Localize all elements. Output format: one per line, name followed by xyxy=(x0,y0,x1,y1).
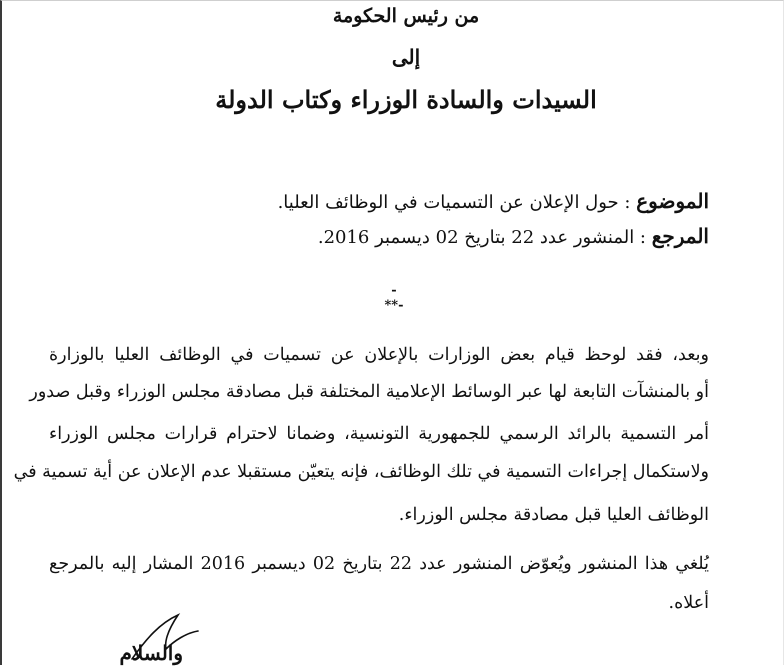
subject-text: : حول الإعلان عن التسميات في الوظائف العليا. xyxy=(277,192,631,213)
closing-salutation: والسلام xyxy=(119,641,183,665)
body-line: ولاستكمال إجراءات التسمية في تلك الوظائف، فإنه يتعيّن مستقبلا عدم الإعلان عن أية تسمية في xyxy=(13,462,709,482)
section-divider: -**- xyxy=(384,283,404,313)
sender-heading: من رئيس الحكومة xyxy=(332,5,480,27)
subject-label: الموضوع xyxy=(636,189,709,213)
reference-line xyxy=(318,224,709,248)
recipients-heading: السيدات والسادة الوزراء وكتاب الدولة xyxy=(215,85,597,114)
body-line: الوظائف العليا قبل مصادقة مجلس الوزراء. xyxy=(398,505,709,525)
subject-line xyxy=(278,189,709,213)
body-line: أمر التسمية بالرائد الرسمي للجمهورية التونسية، وضمانا لاحترام قرارات مجلس الوزراء xyxy=(49,424,709,444)
body-line: وبعد، فقد لوحظ قيام بعض الوزارات بالإعلان عن تسميات في الوظائف العليا بالوزارة xyxy=(49,345,709,365)
to-heading: إلى xyxy=(391,45,421,69)
body-line: أعلاه. xyxy=(668,593,709,613)
body-line: يُلغي هذا المنشور ويُعوّض المنشور عدد 22 بتاريخ 02 ديسمبر 2016 المشار إليه بالمرجع xyxy=(49,554,709,574)
reference-label: المرجع xyxy=(651,224,709,248)
body-line: أو بالمنشآت التابعة لها عبر الوسائط الإعلامية المختلفة قبل مصادقة مجلس الوزراء وقبل صدور xyxy=(29,382,709,402)
reference-text: : المنشور عدد 22 بتاريخ 02 ديسمبر 2016. xyxy=(317,227,646,248)
